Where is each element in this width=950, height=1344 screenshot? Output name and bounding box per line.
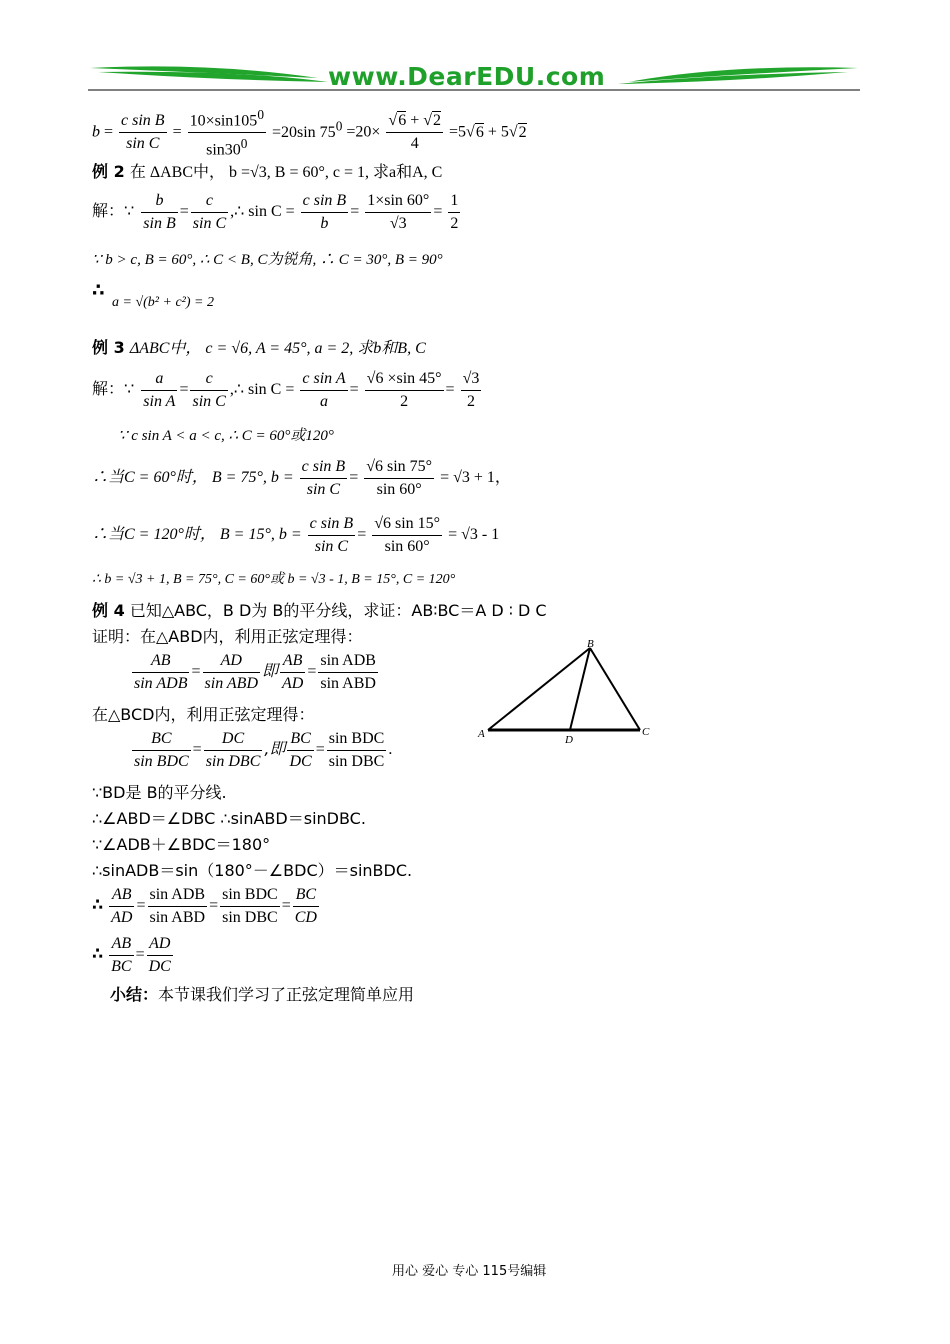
example-4-proof-ratio1: ∴ $\frac{AB}{AD}$ = $\frac{\text{sin ADB}}{\text{sin ABD}}$ = $\frac{\text{sin BDC}}{\text{sin DBC}}$ = $\frac{BC}{CD}$	[92, 886, 317, 926]
example-4-proof-line4: ∴sinADB＝sin（180°－∠BDC）＝sinBDC.	[92, 861, 413, 880]
example-4-heading: 例 4 已知△ABC，B D为 B的平分线，求证：AB∶BC＝A D ∶ D C	[92, 601, 547, 620]
triangle-abc-figure	[476, 636, 656, 748]
equation-b-value: b = $\frac{\text{c sin B}}{\text{sin C}}$ = $\frac{10\times\sin 105^0}{\sin 30^0}$ =20sin $75^0 =20\times$ $\frac{√6 + √2}{4}$ =5√6 + 5√2	[92, 104, 527, 162]
example-3-heading: 例 3 ΔABC中， c = √6, A = 45°, a = 2, 求b和B, C	[92, 338, 426, 357]
example-2-solution-line3: a = √(b² + c²) = 2	[112, 295, 214, 310]
vertex-label-a: A	[478, 728, 485, 740]
example-4-proof-intro: 证明：在△ABD内，利用正弦定理得：	[92, 627, 363, 646]
page-footer: 用心 爱心 专心 115号编辑	[392, 1264, 547, 1279]
side-ab	[488, 648, 590, 730]
example-4-proof-bcd: 在△BCD内，利用正弦定理得：	[92, 705, 315, 724]
example-3-solution-line1: 解：∵ $\frac{a}{\text{sin A}}$ = $\frac{c}{\text{sin C}}$ ,∴ sin C = $\frac{\text{c sin A}}{a}$ = $\frac{√6 \times\sin 45^\circ}{2}$ = $\frac{√3}{2}$	[92, 370, 480, 410]
example-3-conclusion: ∴ b = √3 + 1, B = 75°, C = 60°或 b = √3 - 1, B = 15°, C = 120°	[92, 572, 456, 587]
example-4-proof-eq2: $\frac{BC}{\text{sin BDC}}$ = $\frac{DC}{\text{sin DBC}}$ ,即 $\frac{BC}{DC}$ = $\frac{\text{sin BDC}}{\text{sin DBC}}$ .	[134, 730, 393, 770]
summary: 小结：本节课我们学习了正弦定理简单应用	[110, 985, 415, 1004]
therefore-symbol: ∴	[92, 280, 105, 301]
example-4-proof-eq1: $\frac{AB}{\text{sin ADB}}$ = $\frac{AD}{\text{sin ABD}}$ 即 $\frac{AB}{AD}$ = $\frac{\text{sin ADB}}{\text{sin ABD}}$	[134, 652, 376, 692]
example-3-case1: ∴当C = 60°时， B = 75°, b = $\frac{\text{c sin B}}{\text{sin C}}$ = $\frac{√6 \sin 75^\circ}{\sin 60^\circ}$ = √3 + 1，	[92, 458, 511, 498]
example-3-solution-line2: ∵ c sin A < a < c, ∴ C = 60°或120°	[118, 428, 334, 444]
example-4-proof-ratio2: ∴ $\frac{AB}{BC}$ = $\frac{AD}{DC}$	[92, 935, 171, 975]
vertex-label-b: B	[587, 638, 594, 650]
side-bc	[590, 648, 640, 730]
bisector-bd	[570, 648, 590, 730]
vertex-label-c: C	[642, 726, 650, 738]
example-4-proof-line1: ∵BD是 B的平分线.	[92, 783, 227, 802]
example-4-proof-line3: ∵∠ADB＋∠BDC＝180°	[92, 835, 271, 854]
example-2-solution-line2: ∵ b > c, B = 60°, ∴ C < B, C为锐角, ∴ C = 30°, B = 90°	[92, 252, 443, 268]
site-logo-text[interactable]: www.DearEDU.com	[328, 62, 606, 91]
example-2-solution-line1: 解：∵ $\frac{b}{\text{sin B}}$ = $\frac{c}{\text{sin C}}$ ,∴ sin C = $\frac{\text{c sin B}}{b}$ = $\frac{1\times\sin 60^\circ}{√3}$ = $\frac{1}{2}$	[92, 192, 459, 232]
example-2-heading: 例 2 在 ΔABC中， b =√3, B = 60°, c = 1, 求a和A, C	[92, 162, 443, 181]
vertex-label-d: D	[565, 734, 573, 746]
example-3-case2: ∴当C = 120°时， B = 15°, b = $\frac{\text{c sin B}}{\text{sin C}}$ = $\frac{√6 \sin 15^\circ}{\sin 60^\circ}$ = √3 - 1	[92, 515, 500, 555]
example-4-proof-line2: ∴∠ABD＝∠DBC ∴sinABD＝sinDBC.	[92, 809, 366, 828]
